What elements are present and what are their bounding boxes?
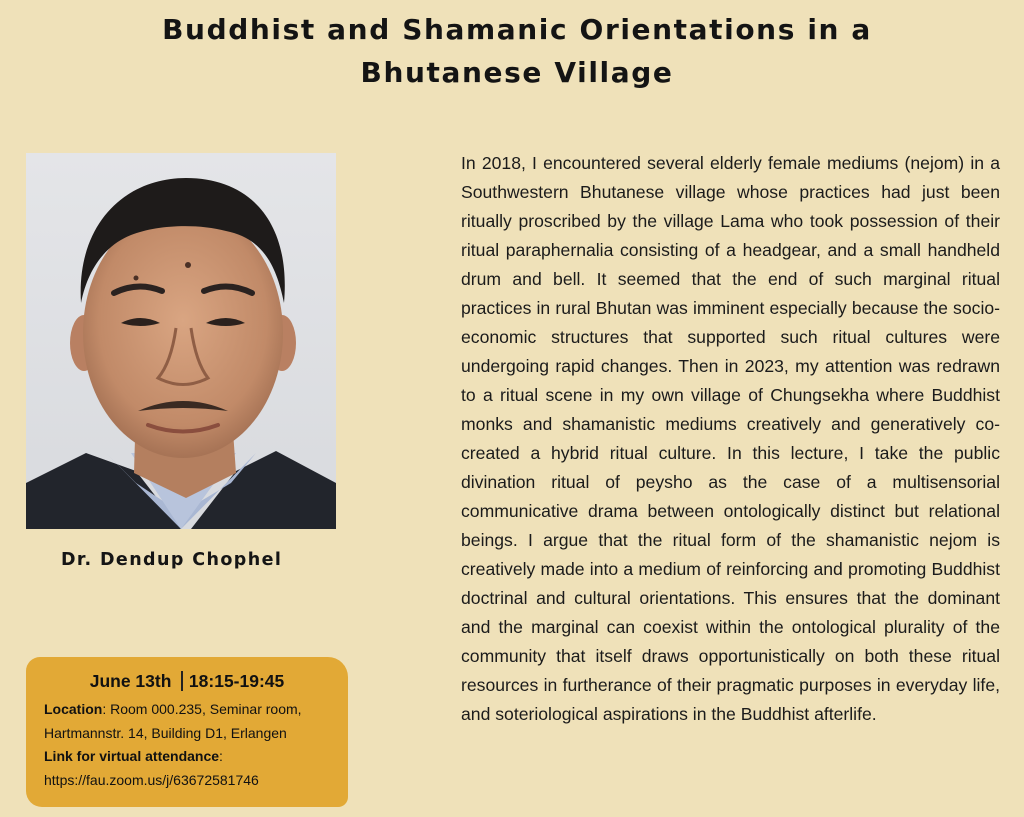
title-line-1: Buddhist and Shamanic Orientations in a [162, 13, 872, 46]
location-line-2: Hartmannstr. 14, Building D1, Erlangen [44, 724, 287, 741]
zoom-link[interactable]: https://fau.zoom.us/j/63672581746 [44, 771, 259, 788]
event-datetime [26, 671, 348, 692]
location-label: Location [44, 701, 103, 717]
page-title [60, 8, 974, 94]
date-time-separator [181, 671, 183, 691]
event-time: 18:15-19:45 [188, 671, 285, 691]
speaker-name: Dr. Dendup Chophel [61, 550, 283, 570]
lecture-abstract: In 2018, I encountered several elderly female mediums (nejom) in a Southwestern Bhutanese village whose practices had just been ritually proscribed by the village Lama who took possession of their ritual paraphernalia consisting of a headgear, and a small handheld drum and bell. It seemed that the end of such marginal ritual practices in rural Bhutan was imminent especially because the socio-economic structures that supported such ritual cultures were undergoing rapid changes. Then in 2023, my attention was redrawn to a ritual scene in my own village of Chungsekha where Buddhist monks and shamanistic mediums creatively and generatively co-created a hybrid ritual culture. In this lecture, I take the public divination ritual of peysho as the case of a multisensorial communicative drama between ontologically distinct but relational beings. I argue that the ritual form of the shamanistic nejom is creatively made into a medium of reinforcing and promoting Buddhist doctrinal and cultural orientations. This ensures that the dominant and the marginal can coexist within the ontological plurality of the community that itself draws opportunistically on both these ritual resources in furtherance of their pragmatic purposes in everyday life, and soteriological aspirations in the Buddhist afterlife. [461, 153, 1000, 724]
link-label: Link for virtual attendance [44, 748, 220, 764]
location-line-1 [44, 698, 348, 722]
speaker-portrait-illustration [26, 153, 336, 529]
link-colon: : [219, 748, 223, 764]
title-line-2: Bhutanese Village [360, 56, 674, 89]
location-text-1: : Room 000.235, Seminar room, [102, 701, 302, 717]
event-info-box [26, 657, 348, 807]
event-date: June 13th [89, 671, 172, 691]
link-label-line [44, 745, 348, 769]
speaker-photo [26, 153, 336, 529]
